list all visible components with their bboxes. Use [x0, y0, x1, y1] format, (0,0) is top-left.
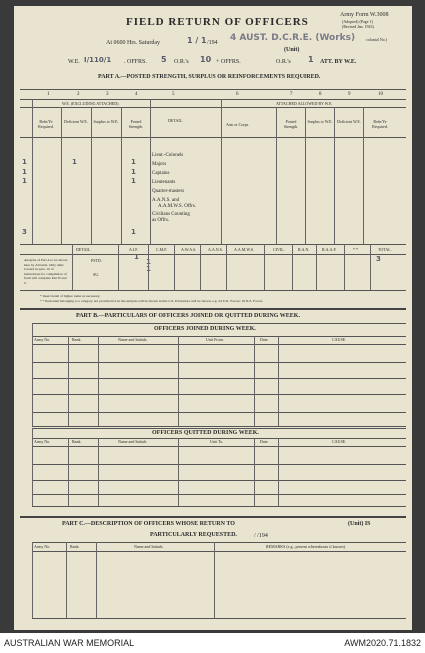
hand-value: 1	[72, 158, 77, 166]
hand-value: 3	[22, 228, 27, 236]
part-c-col-name: Name and Initials.	[134, 544, 164, 549]
part-c-date-blank: / /194	[254, 533, 268, 539]
rule	[32, 323, 33, 426]
rank-majors: Majors	[152, 162, 167, 167]
col-number-8: 8	[319, 92, 322, 97]
rule	[32, 494, 406, 495]
header-deficient-right: Deficient W.E.	[337, 119, 361, 124]
col-number-3: 3	[106, 92, 109, 97]
rule	[344, 244, 345, 290]
rule	[32, 428, 33, 506]
part-c-particularly: PARTICULARLY REQUESTED.	[150, 532, 237, 538]
rule	[20, 254, 406, 255]
rule	[68, 438, 69, 506]
rule	[32, 480, 406, 481]
analysis-awas: A.W.A.S.	[181, 247, 197, 252]
rule	[264, 244, 265, 290]
rule	[226, 244, 227, 290]
analysis-total: TOTAL.	[378, 247, 392, 252]
caption-left: AUSTRALIAN WAR MEMORIAL	[4, 638, 135, 648]
header-detail: DETAIL.	[168, 118, 184, 123]
col-number-7: 7	[290, 92, 293, 97]
analysis-raaf: R.A.A.F.	[322, 247, 337, 252]
analysis-hand: 1	[146, 258, 151, 266]
rule	[150, 99, 151, 244]
rule	[20, 89, 406, 90]
rule	[98, 336, 99, 426]
analysis-hand: 1	[134, 253, 139, 261]
rule	[20, 516, 406, 518]
rule	[66, 542, 67, 618]
rule	[20, 107, 406, 108]
rule	[370, 244, 371, 290]
caption-right: AWM2020.71.1832	[344, 638, 421, 648]
year-label: /194	[207, 40, 218, 46]
footnote-1: * Insert detail of higher ranks as necessary.	[40, 294, 101, 298]
rule	[32, 506, 406, 507]
rule	[214, 542, 215, 618]
rule	[32, 551, 406, 552]
rule	[174, 244, 175, 290]
rule	[32, 464, 406, 465]
col-number-2: 2	[77, 92, 80, 97]
part-c-col-rank: Rank.	[70, 544, 80, 549]
rule	[32, 426, 406, 427]
header-posted-right: Posted Strength.	[283, 119, 299, 129]
rank-lt-colonels: Lieut.-Colonels	[152, 153, 184, 158]
offrs-label: . OFFRS.	[124, 59, 147, 65]
ors2-label: O.R.'s	[276, 59, 291, 65]
analysis-aif: A.I.F.	[129, 247, 139, 252]
part-b-heading: PART B.—PARTICULARS OF OFFICERS JOINED OR QUITTED DURING WEEK.	[76, 313, 300, 319]
rule	[32, 99, 33, 244]
rule	[98, 438, 99, 506]
rule	[178, 438, 179, 506]
col-number-5: 5	[172, 92, 175, 97]
rule	[20, 308, 406, 310]
quitted-heading: OFFICERS QUITTED DURING WEEK.	[152, 430, 259, 436]
joined-col-cause: CAUSE.	[332, 337, 347, 342]
rule	[292, 244, 293, 290]
quitted-col-armyno: Army No.	[34, 439, 51, 444]
analysis-detail: DETAIL.	[76, 247, 92, 252]
rule	[32, 542, 33, 618]
hand-value: 1	[131, 158, 136, 166]
rule	[32, 446, 406, 447]
att-label: ATT. BY W.E.	[320, 59, 357, 65]
rank-civilians: Civilians Counting	[152, 212, 190, 217]
joined-col-armyno: Army No.	[34, 337, 51, 342]
rule	[363, 107, 364, 244]
we-excluding-attached: W.E. (EXCLUDING ATTACHED).	[62, 101, 120, 106]
army-form-number: Army Form W.3008	[340, 12, 389, 18]
rule	[254, 336, 255, 426]
rule	[278, 336, 279, 426]
total-hand: 3	[376, 255, 381, 263]
footnote-2: * * Personnel belonging to a category not provided for in the analysis will be shown in this Col. Particulars will be shown, e.g. 2d U.K. Forces: 16 N.Z. Forces	[40, 299, 263, 303]
unit-stamp: 4 AUST. D.C.R.E. (Works)	[230, 33, 356, 43]
rule	[20, 290, 406, 291]
hand-value: 1	[131, 168, 136, 176]
analysis-civil: CIVIL.	[273, 247, 285, 252]
rank-captains: Captains	[152, 171, 170, 176]
joined-col-name: Name and Initials.	[118, 337, 148, 342]
revised-note: (Revised Jan. 1943)	[342, 24, 374, 29]
analysis-ran: R.A.N.	[298, 247, 310, 252]
plus-offrs-label: + OFFRS.	[216, 59, 241, 65]
row-label-pstd: PSTD.	[91, 258, 102, 263]
part-a-heading: PART A.—POSTED STRENGTH, SURPLUS OR REINFORCEMENTS REQUIRED.	[98, 74, 321, 80]
rule	[32, 428, 406, 429]
rank-aamws: A.A.M.W.S. Offrs.	[158, 204, 196, 209]
attached-allowed: ATTACHED ALLOWED BY W.E.	[276, 101, 333, 106]
rule	[278, 438, 279, 506]
col-number-10: 10	[378, 92, 383, 97]
row-label-su: SU.	[93, 272, 100, 277]
colonial-label: colonial No.)	[366, 37, 388, 42]
rank-aans: A.A.N.S. and	[152, 198, 180, 203]
we-label: W.E.	[68, 59, 80, 65]
quitted-col-unit-to: Unit To.	[210, 439, 224, 444]
hand-value: 1	[131, 177, 136, 185]
rule	[32, 362, 406, 363]
rule	[254, 438, 255, 506]
adopted-note: (Adopted) (Page 1)	[342, 19, 373, 24]
header-arm-corps: Arm or Corps.	[226, 122, 250, 127]
rule	[20, 244, 406, 245]
unit-label: (Unit)	[284, 47, 300, 53]
col-number-1: 1	[47, 92, 50, 97]
at-hours-label: At 0600 Hrs. Saturday	[106, 40, 160, 46]
rank-civilians-cont: as Offrs.	[152, 218, 170, 223]
analysis-other: * *	[353, 247, 358, 252]
hand-value: 1	[22, 177, 27, 185]
rule	[148, 244, 149, 290]
analysis-aamws: A.A.M.W.S.	[234, 247, 254, 252]
part-c-heading: PART C.—DESCRIPTION OF OFFICERS WHOSE RETURN TO	[62, 521, 235, 527]
part-c-unit-is: (Unit) IS	[348, 521, 371, 527]
rule	[305, 107, 306, 244]
analysis-note: Analysis of Part A to be shown here by All units. Only units located in para. 10 of instructions for compilation of form will complete Part B and C.	[24, 258, 68, 285]
hand-value: 1	[22, 158, 27, 166]
rule	[121, 107, 122, 244]
rank-quartermasters: Quarter-masters	[152, 189, 185, 194]
header-required-right: Refn/Ye Required.	[372, 119, 388, 129]
rule	[276, 107, 277, 244]
caption-bar	[0, 633, 425, 653]
rule	[118, 244, 119, 290]
col-number-4: 4	[135, 92, 138, 97]
col-number-6: 6	[236, 92, 239, 97]
offrs-handwritten: 5	[161, 55, 167, 64]
rule	[32, 378, 406, 379]
rule	[221, 99, 222, 244]
joined-col-date: Date.	[260, 337, 269, 342]
rule	[178, 336, 179, 426]
quitted-col-cause: CAUSE.	[332, 439, 347, 444]
rule	[32, 344, 406, 345]
rule	[32, 394, 406, 395]
rule	[334, 107, 335, 244]
analysis-hand: 1	[146, 265, 151, 273]
rule	[316, 244, 317, 290]
form-title: FIELD RETURN OF OFFICERS	[126, 16, 309, 28]
quitted-col-date: Date.	[260, 439, 269, 444]
joined-heading: OFFICERS JOINED DURING WEEK.	[154, 326, 256, 332]
rule	[200, 244, 201, 290]
rule	[91, 107, 92, 244]
quitted-col-name: Name and Initials	[118, 439, 147, 444]
hand-value: 1	[22, 168, 27, 176]
date-handwritten: 1 / 1	[187, 36, 207, 45]
joined-col-rank: Rank.	[72, 337, 82, 342]
ors-label: O.R.'s	[174, 59, 189, 65]
we-handwritten: I/110/1	[84, 56, 112, 64]
header-surplus-right: Surplus to W.E.	[307, 119, 333, 124]
analysis-aans: A.A.N.S.	[208, 247, 223, 252]
hand-value: 1	[131, 228, 136, 236]
quitted-col-rank: Rank.	[72, 439, 82, 444]
part-c-col-remarks: REMARKS (e.g., present whereabouts if known).	[266, 544, 346, 549]
rule	[20, 137, 406, 138]
rule	[32, 618, 406, 619]
att-handwritten: 1	[308, 55, 314, 64]
rank-lieutenants: Lieutenants	[152, 180, 176, 185]
rule	[32, 323, 406, 324]
rule	[61, 107, 62, 244]
rule	[20, 99, 406, 100]
rule	[68, 336, 69, 426]
col-number-9: 9	[348, 92, 351, 97]
ors-handwritten: 10	[200, 55, 212, 64]
part-c-col-armyno: Army No.	[34, 544, 51, 549]
rule	[32, 412, 406, 413]
rule	[72, 244, 73, 290]
header-posted-left: Posted Strength.	[128, 119, 144, 129]
rule	[32, 542, 406, 543]
joined-col-unit-from: Unit From.	[206, 337, 224, 342]
analysis-cmf: C.M.F.	[156, 247, 168, 252]
header-deficient-left: Deficient W.E.	[64, 119, 88, 124]
header-surplus-left: Surplus to W.E.	[93, 119, 119, 124]
rule	[96, 542, 97, 618]
header-required-left: Refn/Ye Required.	[38, 119, 54, 129]
document-sheet	[14, 6, 412, 630]
